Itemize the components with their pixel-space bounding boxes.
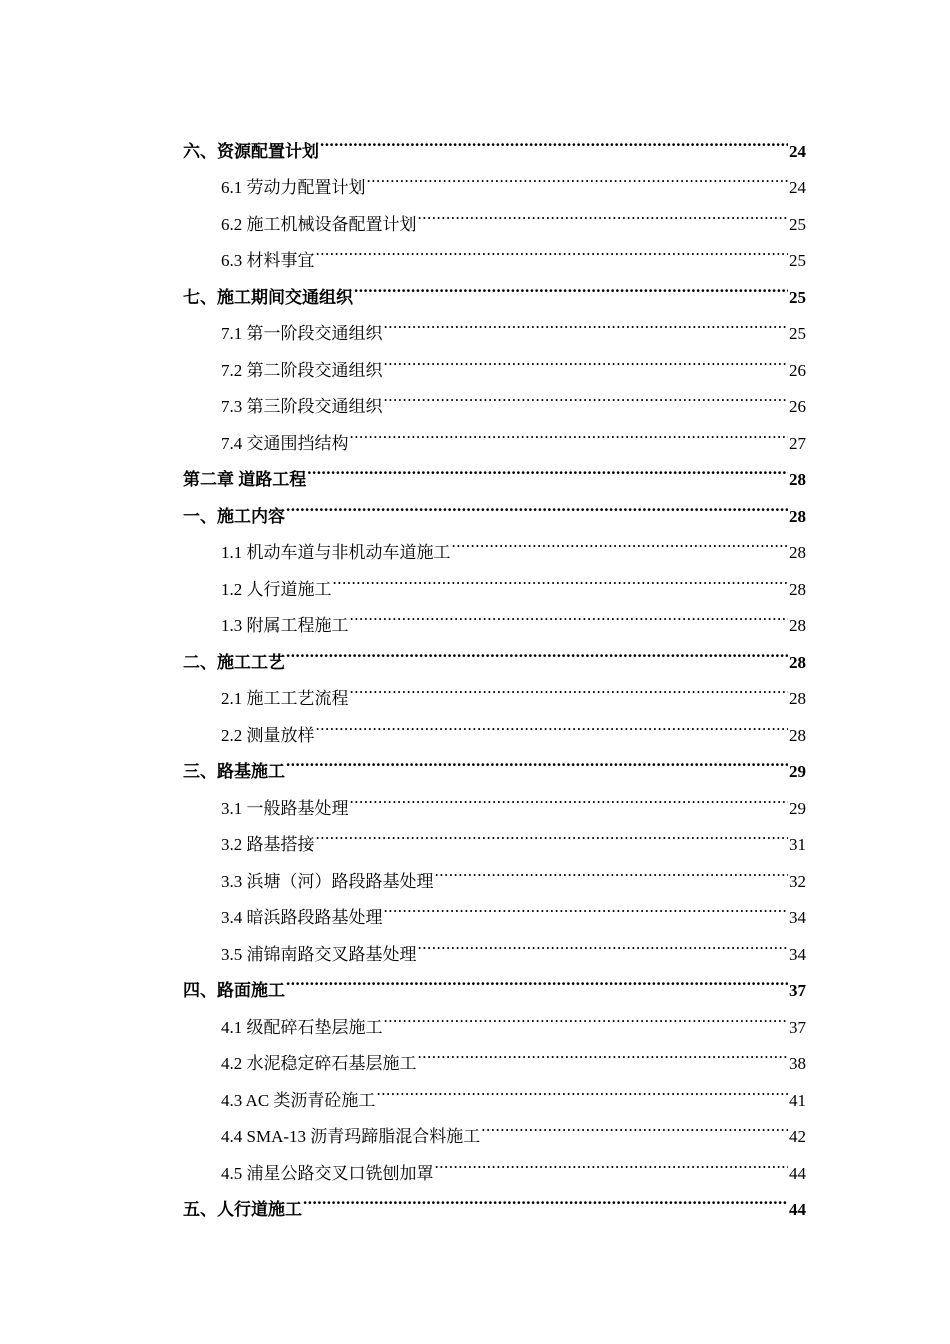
toc-dot-leader bbox=[418, 1033, 789, 1070]
toc-dot-leader bbox=[350, 412, 789, 449]
toc-page-number: 25 bbox=[789, 251, 806, 270]
toc-entry-title: 二、施工工艺 bbox=[183, 652, 285, 672]
toc-entry-title: 1.2 人行道施工 bbox=[221, 579, 332, 599]
toc-entry-title: 2.2 测量放样 bbox=[221, 725, 315, 745]
toc-page-number: 25 bbox=[789, 214, 806, 234]
toc-dot-leader bbox=[418, 193, 789, 230]
toc-dot-leader bbox=[354, 266, 788, 303]
toc-dot-leader bbox=[316, 704, 789, 741]
toc-page-number: 28 bbox=[789, 579, 806, 599]
toc-dot-leader bbox=[320, 120, 788, 157]
toc-page-number: 32 bbox=[789, 871, 806, 891]
toc-page-number: 44 bbox=[789, 1200, 806, 1219]
toc-entry-title: 七、施工期间交通组织 bbox=[183, 287, 353, 307]
toc-entry-title: 三、路基施工 bbox=[183, 762, 285, 781]
toc-entry-title: 五、人行道施工 bbox=[183, 1200, 302, 1219]
toc-entry-title: 六、资源配置计划 bbox=[183, 141, 319, 161]
toc-page-number: 31 bbox=[789, 835, 806, 854]
toc-page-number: 37 bbox=[789, 981, 806, 1000]
toc-page-number: 28 bbox=[789, 689, 806, 708]
toc-dot-leader bbox=[435, 850, 789, 887]
toc-dot-leader bbox=[286, 631, 788, 668]
toc-entry-title: 3.4 暗浜路段路基处理 bbox=[221, 908, 383, 927]
toc-entry-title: 3.3 浜塘（河）路段路基处理 bbox=[221, 871, 434, 891]
toc-dot-leader bbox=[435, 1142, 789, 1179]
toc-page-number: 28 bbox=[789, 506, 806, 526]
toc-dot-leader bbox=[384, 887, 789, 924]
toc-dot-leader bbox=[350, 668, 789, 705]
toc-entry-title: 一、施工内容 bbox=[183, 506, 285, 526]
toc-dot-leader bbox=[384, 303, 789, 340]
toc-page-number: 26 bbox=[789, 360, 806, 380]
toc-page-number: 41 bbox=[789, 1090, 806, 1110]
toc-page-number: 28 bbox=[789, 470, 806, 489]
toc-entry-title: 6.2 施工机械设备配置计划 bbox=[221, 214, 417, 234]
toc-dot-leader bbox=[418, 923, 789, 960]
toc-entry-title: 6.3 材料事宜 bbox=[221, 251, 315, 270]
toc-dot-leader bbox=[376, 1069, 788, 1106]
toc-page-number: 28 bbox=[789, 725, 806, 745]
toc-entry-title: 7.1 第一阶段交通组织 bbox=[221, 324, 383, 343]
toc-dot-leader bbox=[286, 741, 788, 778]
toc-page-number: 29 bbox=[789, 798, 806, 818]
toc-dot-leader bbox=[384, 376, 789, 413]
toc-dot-leader bbox=[481, 1106, 788, 1143]
toc-page-number: 44 bbox=[789, 1163, 806, 1183]
toc-entry-title: 7.2 第二阶段交通组织 bbox=[221, 360, 383, 380]
toc-dot-leader bbox=[286, 485, 788, 522]
toc-page-number: 24 bbox=[789, 141, 806, 161]
toc-entry-title: 3.1 一般路基处理 bbox=[221, 798, 349, 818]
toc-entry-title: 7.4 交通围挡结构 bbox=[221, 433, 349, 453]
toc-entry-title: 3.5 浦锦南路交叉路基处理 bbox=[221, 944, 417, 964]
toc-entry-title: 第二章 道路工程 bbox=[183, 470, 307, 489]
toc-page-number: 42 bbox=[789, 1127, 806, 1146]
toc-dot-leader bbox=[303, 1179, 788, 1216]
toc-page-number: 25 bbox=[789, 324, 806, 343]
toc-dot-leader bbox=[333, 558, 789, 595]
toc-dot-leader bbox=[316, 230, 789, 267]
toc-entry-title: 1.3 附属工程施工 bbox=[221, 616, 349, 635]
toc-entry-title: 4.5 浦星公路交叉口铣刨加罩 bbox=[221, 1163, 434, 1183]
toc-dot-leader bbox=[384, 996, 789, 1033]
toc-page-number: 25 bbox=[789, 287, 806, 307]
toc-dot-leader bbox=[350, 777, 789, 814]
toc-dot-leader bbox=[286, 960, 788, 997]
toc-page-number: 38 bbox=[789, 1054, 806, 1073]
toc-dot-leader bbox=[307, 449, 788, 486]
toc-entry-title: 4.2 水泥稳定碎石基层施工 bbox=[221, 1054, 417, 1073]
toc-dot-leader bbox=[350, 595, 789, 632]
toc-page-number: 28 bbox=[789, 616, 806, 635]
toc-dot-leader bbox=[367, 157, 789, 194]
toc-entry-title: 四、路面施工 bbox=[183, 981, 285, 1000]
toc-entry-title: 4.4 SMA-13 沥青玛蹄脂混合料施工 bbox=[221, 1127, 481, 1146]
toc-entry-title: 7.3 第三阶段交通组织 bbox=[221, 397, 383, 416]
toc-page-number: 24 bbox=[789, 178, 806, 197]
toc-entry-title: 3.2 路基搭接 bbox=[221, 835, 315, 854]
toc-entry-title: 2.1 施工工艺流程 bbox=[221, 689, 349, 708]
toc-page-number: 29 bbox=[789, 762, 806, 781]
table-of-contents bbox=[183, 120, 806, 1219]
toc-page-number: 26 bbox=[789, 397, 806, 416]
toc-entry-title: 4.1 级配碎石垫层施工 bbox=[221, 1017, 383, 1037]
toc-page-number: 37 bbox=[789, 1017, 806, 1037]
toc-dot-leader bbox=[316, 814, 789, 851]
toc-dot-leader bbox=[452, 522, 789, 559]
toc-entry-title: 4.3 AC 类沥青砼施工 bbox=[221, 1090, 376, 1110]
toc-section-entry[interactable] bbox=[183, 120, 806, 161]
toc-page-number: 28 bbox=[789, 652, 806, 672]
toc-page-number: 28 bbox=[789, 543, 806, 562]
toc-page-number: 34 bbox=[789, 908, 806, 927]
toc-page-number: 27 bbox=[789, 433, 806, 453]
toc-dot-leader bbox=[384, 339, 789, 376]
toc-entry-title: 6.1 劳动力配置计划 bbox=[221, 178, 366, 197]
toc-entry-title: 1.1 机动车道与非机动车道施工 bbox=[221, 543, 451, 562]
toc-page-number: 34 bbox=[789, 944, 806, 964]
